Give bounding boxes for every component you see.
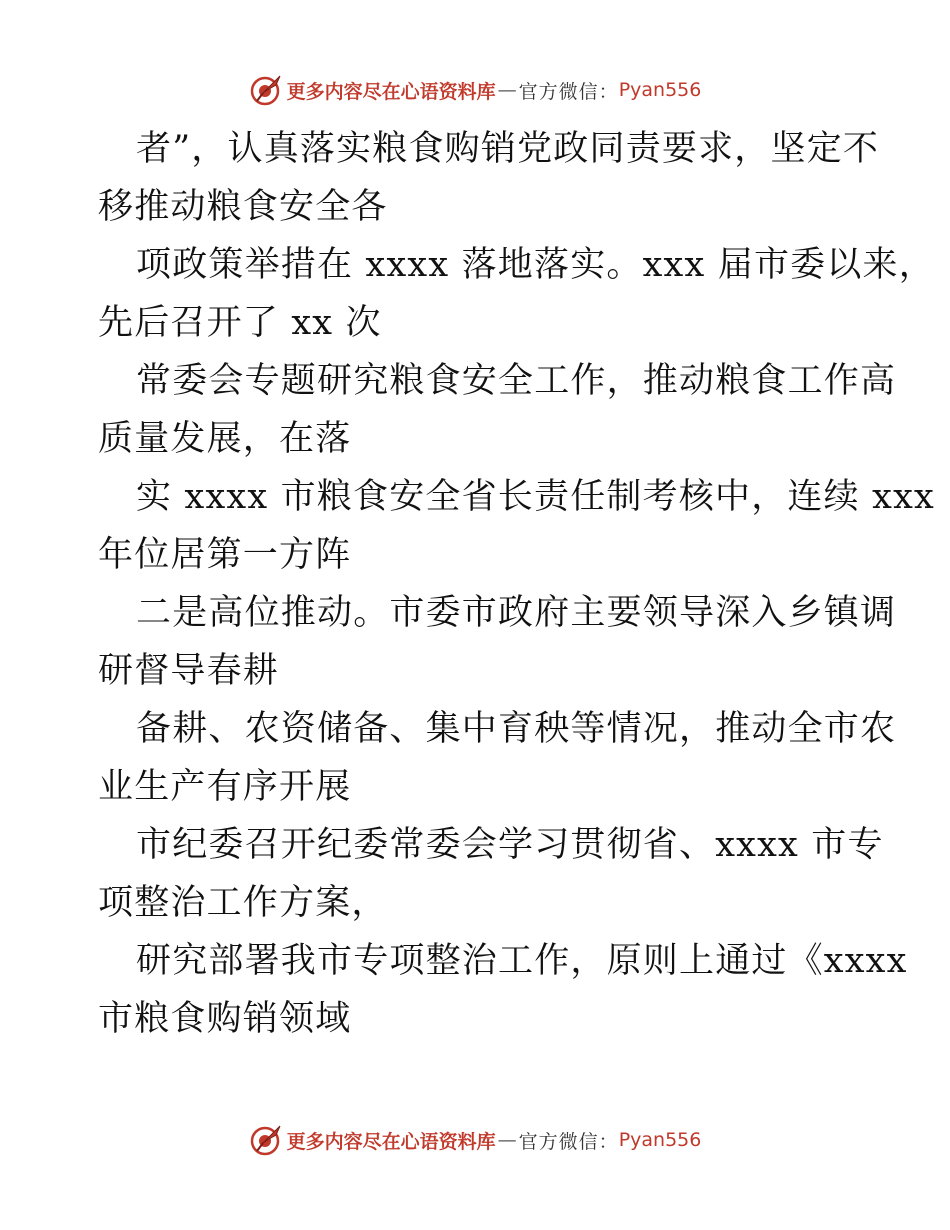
text-line: 年位居第一方阵 bbox=[98, 535, 352, 575]
text-line: 者”，认真落实粮食购销党政同责要求，坚定不 bbox=[136, 129, 880, 169]
text-line: 备耕、农资储备、集中育秧等情况，推动全市农 bbox=[136, 709, 897, 749]
text-line: 研督导春耕 bbox=[98, 651, 280, 691]
text-line: 市纪委召开纪委常委会学习贯彻省、xxxx 市专 bbox=[136, 825, 884, 865]
text-line: 市粮食购销领域 bbox=[98, 999, 352, 1039]
footer-watermark bbox=[0, 1120, 950, 1160]
text-line: 研究部署我市专项整治工作，原则上通过《xxxx bbox=[136, 941, 908, 981]
text-line: 先后召开了 xx 次 bbox=[98, 303, 382, 343]
header-watermark bbox=[0, 70, 950, 110]
watermark-dash: — bbox=[497, 1129, 517, 1151]
text-line: 项整治工作方案， bbox=[98, 883, 388, 923]
text-line: 实 xxxx 市粮食安全省长责任制考核中，连续 xxx bbox=[136, 477, 935, 517]
watermark-label: 官方微信： bbox=[518, 1130, 619, 1153]
watermark-wechat-id: Pyan556 bbox=[618, 79, 702, 101]
text-line: 项政策举措在 xxxx 落地落实。xxx 届市委以来， bbox=[136, 245, 935, 285]
watermark-label: 官方微信： bbox=[518, 80, 619, 103]
watermark-wechat-id: Pyan556 bbox=[618, 1129, 702, 1151]
quill-logo-icon bbox=[249, 73, 283, 107]
text-line: 移推动粮食安全各 bbox=[98, 187, 388, 227]
watermark-site-text: 更多内容尽在心语资料库 bbox=[286, 80, 496, 103]
text-line: 常委会专题研究粮食安全工作，推动粮食工作高 bbox=[136, 361, 897, 401]
text-line: 业生产有序开展 bbox=[98, 767, 352, 807]
text-line: 质量发展，在落 bbox=[98, 419, 352, 459]
watermark-site-text: 更多内容尽在心语资料库 bbox=[286, 1130, 496, 1153]
text-line: 二是高位推动。市委市政府主要领导深入乡镇调 bbox=[136, 593, 897, 633]
watermark-dash: — bbox=[497, 79, 517, 101]
quill-logo-icon bbox=[249, 1123, 283, 1157]
document-body bbox=[98, 120, 935, 1048]
